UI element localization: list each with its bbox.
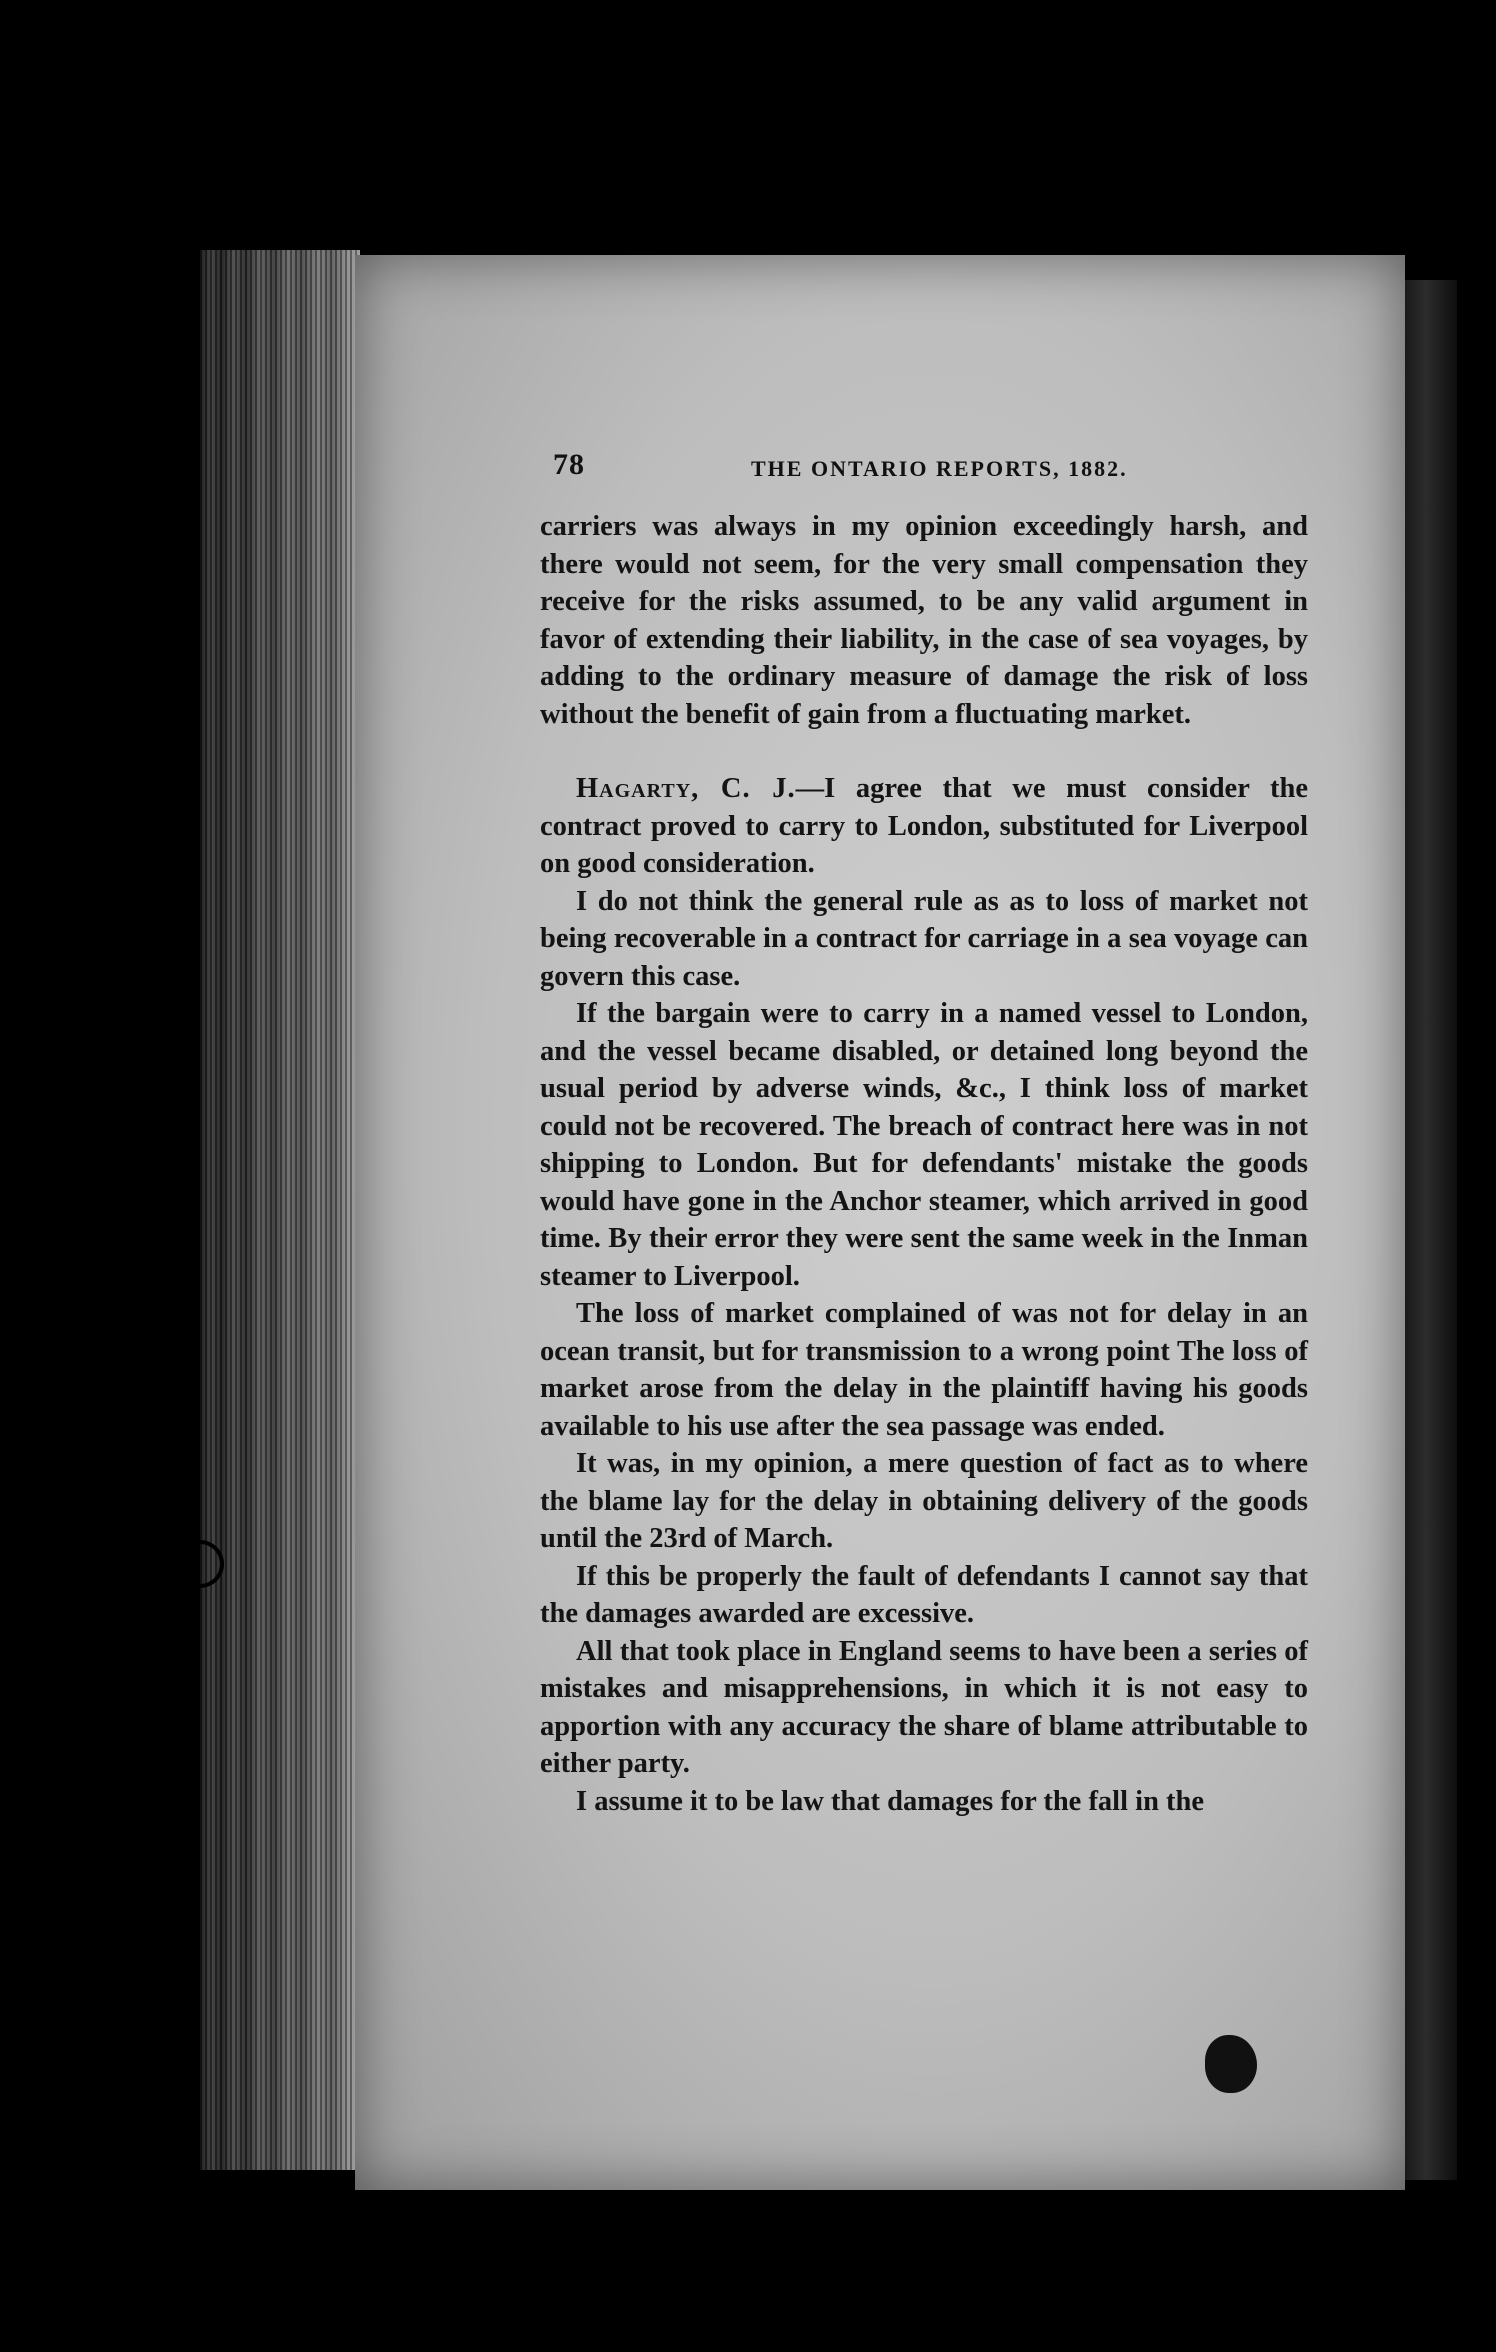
paragraph: If the bargain were to carry in a named vessel to London, and the vessel became disabled, or detained long beyond the usual period by adverse winds, &c., I think loss of market could not be recovered. The breach of contract here was in not shipping to London. But for defendants' mistake the goods would have gone in the Anchor steamer, which arrived in good time. By their error they were sent the same week in the Inman steamer to Liverpool.: [540, 998, 1308, 1292]
running-head: THE ONTARIO REPORTS, 1882.: [751, 456, 1128, 481]
body-text: [540, 508, 1308, 1820]
ink-blot: [1205, 2035, 1257, 2093]
margin-bracket-mark: [160, 1540, 224, 1588]
paragraph: I assume it to be law that damages for the fall in the: [576, 1785, 1205, 1817]
paragraph: It was, in my opinion, a mere question of fact as to where the blame lay for the delay in obtaining delivery of the goods until the 23rd of March.: [540, 1448, 1308, 1554]
paragraph-continuation: carriers was always in my opinion exceedingly harsh, and there would not seem, for the very small compensation they receive for the risks assumed, to be any valid argument in favor of extending their liability, in the case of sea voyages, by adding to the ordinary measure of damage the risk of loss without the benefit of gain from a fluctuating market.: [540, 511, 1308, 730]
book-page-edges: [200, 250, 360, 2170]
paragraph: The loss of market complained of was not for delay in an ocean transit, but for transmission to a wrong point The loss of market arose from the delay in the plaintiff having his goods available to his use after the sea passage was ended.: [540, 1298, 1308, 1442]
book-spine-shadow: [1405, 280, 1457, 2180]
speaker-name: Hagarty, C. J.: [576, 773, 796, 804]
paragraph: If this be properly the fault of defendants I cannot say that the damages awarded are excessive.: [540, 1560, 1308, 1629]
paragraph: All that took place in England seems to have been a series of mistakes and misapprehensions, in which it is not easy to apportion with any accuracy the share of blame attributable to either party.: [540, 1635, 1308, 1779]
paragraph-text: —I agree that we must consider the contract proved to carry to London, substituted for Liverpool on good consideration.: [540, 773, 1308, 879]
page-header: [553, 448, 1273, 492]
paragraph-hagarty: [540, 770, 1308, 883]
page-number: 78: [553, 448, 585, 481]
paragraph: I do not think the general rule as as to loss of market not being recoverable in a contract for carriage in a sea voyage can govern this case.: [540, 885, 1308, 992]
